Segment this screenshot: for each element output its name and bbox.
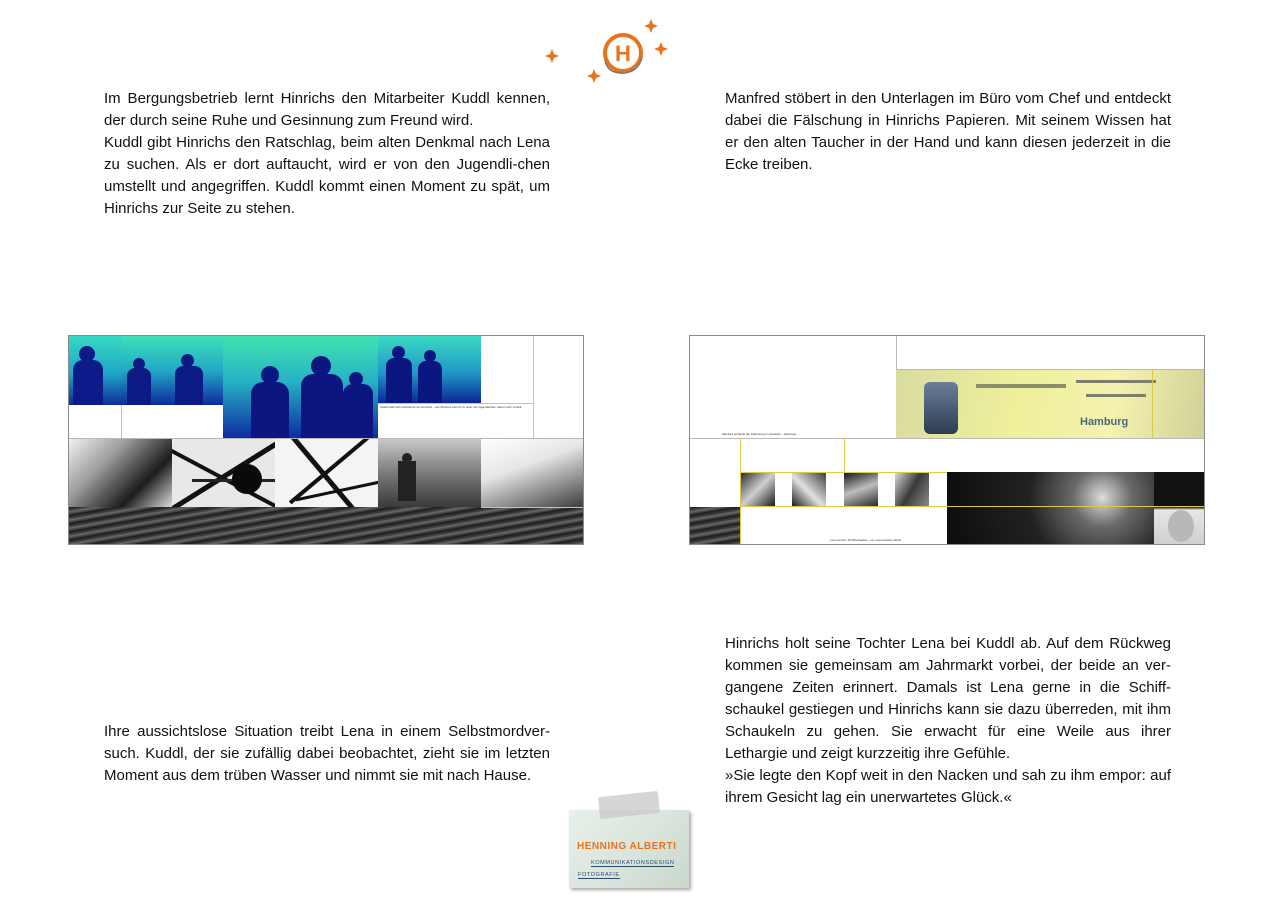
storyboard-frame [69,336,121,405]
storyboard-right [689,335,1205,545]
storyboard-thumb [895,472,929,506]
text-top-left [104,88,550,220]
paragraph: Kuddl gibt Hinrichs den Ratschlag, beim alten Denkmal nach Lena zu suchen. Als er dort auftaucht, wird er von den Jugendli-chen umstellt und angegriffen. Kuddl kommt einen Moment zu spät, um Hinrichs zur Seite zu stehen. [104,134,550,217]
card-subtitle: FOTOGRAFIE [578,872,620,878]
storyboard-left [68,335,584,545]
storyboard-caption: Kuddl stellt sich schützend vor Hinrichs – der Moment kommt zu spät, die Jugendlichen ziehen sich zurück [380,405,522,409]
card-name: HENNING ALBERTI [577,841,677,852]
paragraph: Hinrichs holt seine Tochter Lena bei Kuddl ab. Auf dem Rückweg kommen sie gemeinsam am Jahrmarkt vorbei, der beide an ver-gangene Zeiten erinnert. Damals ist Lena gerne in die Schiff-schaukel gestiegen und Hinrichs kann sie dazu überreden, mit ihm Schaukeln zu gehen. Sie erwacht für eine Weile aus ihrer Lethargie und zeigt kurzzeitig ihre Gefühle. [725,635,1171,762]
card-subtitle: KOMMUNIKATIONSDESIGN [591,860,675,866]
business-card-body [569,810,689,888]
storyboard-thumb [792,472,826,506]
storyboard-frame [223,336,378,438]
storyboard-frame-night [947,472,1154,545]
h-logo-icon [535,10,675,85]
storyboard-frame [378,336,481,403]
storyboard-caption: Manfred entdeckt die Fälschung im Ausweis – Hamburg [722,432,797,436]
storyboard-frame [121,336,223,405]
storyboard-frame-water [690,507,740,545]
text-bottom-left [104,721,550,787]
storyboard-thumb [741,472,775,506]
text-bottom-right [725,633,1171,809]
storyboard-frame-face [1154,472,1205,545]
storyboard-frame [172,439,275,507]
storyboard-frame [275,439,378,507]
storyboard-frame-water [69,507,584,545]
paragraph: Im Bergungsbetrieb lernt Hinrichs den Mitarbeiter Kuddl kennen, der durch seine Ruhe und Gesinnung zum Freund wird. [104,90,550,129]
storyboard-frame-passport [896,370,1205,438]
svg-text:H: H [615,41,631,66]
storyboard-frame [481,439,584,507]
text-top-right [725,88,1171,176]
storyboard-frame [69,439,172,507]
paragraph: »Sie legte den Kopf weit in den Nacken und sah zu ihm empor: auf ihrem Gesicht lag ein unerwartetes Glück.« [725,767,1171,806]
paragraph: Ihre aussichtslose Situation treibt Lena in einem Selbstmordver-such. Kuddl, der sie zufällig dabei beobachtet, zieht sie im letzten Moment aus dem trüben Wasser und nimmt sie mit nach Hause. [104,723,550,784]
passport-word: Hamburg [1080,416,1129,428]
business-card [569,804,693,889]
storyboard-thumb [844,472,878,506]
storyboard-frame [378,439,481,507]
paragraph: Manfred stöbert in den Unterlagen im Büro vom Chef und entdeckt dabei die Fälschung in Hinrichs Papieren. Mit seinem Wissen hat er den alten Taucher in der Hand und kann diesen jederzeit in die Ecke treiben. [725,90,1171,173]
storyboard-caption: Lena auf der Schiffschaukel – ein unerwartetes Glück [830,538,901,542]
